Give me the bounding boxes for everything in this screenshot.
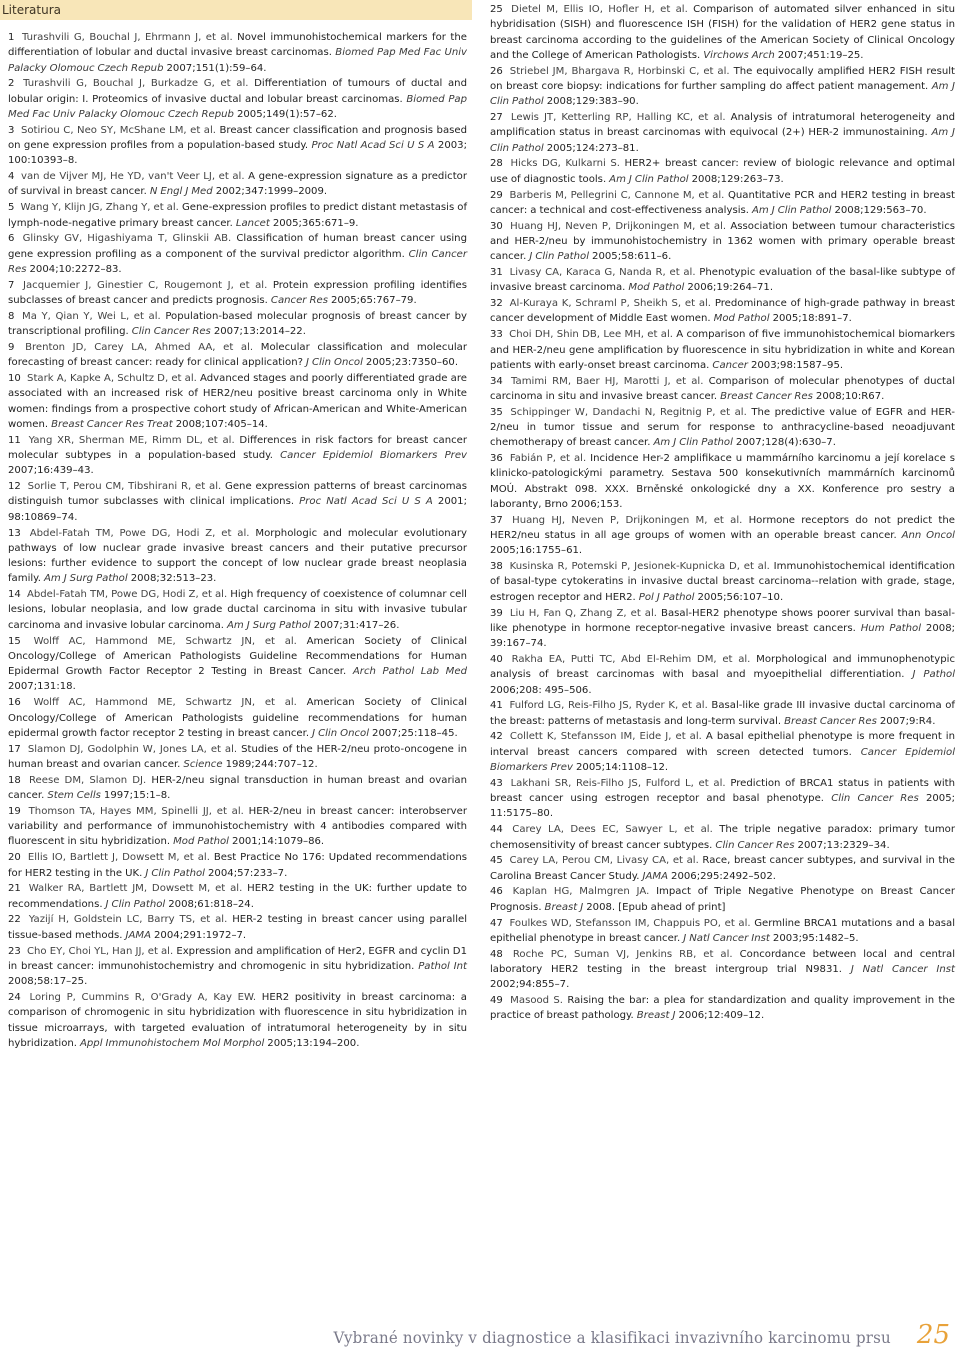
reference-title: Protein expression profiling identifies subclasses of breast cancer and predicts prognosis.: [8, 279, 468, 307]
reference-number: 17: [8, 743, 21, 755]
reference-journal: JAMA: [642, 870, 668, 882]
reference-journal: Pol J Pathol: [638, 591, 695, 603]
section-title: Literatura: [0, 0, 472, 20]
reference-title: HER2 testing in the UK: further update to recommendations.: [8, 883, 467, 910]
reference-title: HER2+ breast cancer: review of biologic relevance and optimal use of diagnostic tools.: [490, 158, 955, 185]
reference-journal: J Natl Cancer Inst: [850, 963, 955, 975]
reference-title: A comparison of five immunohistochemical biomarkers and HER-2/neu gene amplification by fluorescence in situ hybridization in white and Korean patients with early-onset breast carcinoma.: [490, 329, 955, 371]
reference-number: 49: [490, 995, 503, 1006]
reference-authors: Sorlie T, Perou CM, Tibshirani R, et al.: [27, 481, 222, 493]
reference-journal: Clin Cancer Res: [715, 839, 795, 851]
reference-item: [489, 884, 955, 915]
reference-item: [489, 652, 955, 698]
reference-title: The predictive value of EGFR and HER-2/neu in tumor tissue and serum for response to anthracycline-based neoadjuvant chemotherapy of breast cancer.: [490, 406, 956, 449]
reference-journal: Pathol Int: [418, 960, 468, 972]
reference-citation: 1989;244:707–12.: [225, 758, 318, 770]
reference-item: [7, 169, 467, 200]
reference-number: 48: [490, 948, 503, 960]
reference-item: [489, 606, 955, 652]
reference-journal: J Natl Cancer Inst: [683, 932, 770, 944]
reference-title: Impact of Triple Negative Phenotype on Breast Cancer Prognosis.: [490, 886, 955, 913]
reference-item: [489, 405, 955, 451]
reference-number: 8: [8, 310, 15, 322]
reference-citation: 2004;10:2272–83.: [29, 263, 122, 275]
reference-item: [489, 729, 955, 775]
reference-journal: Biomed Pap Med Fac Univ Palacky Olomouc Czech Repub: [8, 93, 468, 120]
reference-item: [7, 944, 467, 990]
reference-citation: 2001;14:1079–86.: [232, 836, 325, 848]
reference-citation: 2002;94:855–7.: [490, 979, 570, 991]
reference-item: [7, 309, 467, 340]
reference-authors: Sotiriou C, Neo SY, McShane LM, et al.: [20, 124, 216, 136]
reference-authors: Huang HJ, Neven P, Drijkoningen M, et al.: [510, 220, 727, 232]
reference-title: American Society of Clinical Oncology/College of American Pathologists guideline recommendations for human epidermal growth factor receptor 2 testing in breast cancer.: [8, 697, 468, 739]
reference-title: Basal-like grade III invasive ductal carcinoma of the breast: patterns of metastasis and long-term survival.: [490, 700, 955, 727]
reference-authors: van de Vijver MJ, He YD, van't Veer LJ, et al.: [21, 171, 245, 183]
reference-item: [7, 526, 467, 587]
reference-journal: Am J Surg Pathol: [43, 573, 128, 585]
reference-journal: Cancer: [712, 359, 748, 371]
reference-number: 2: [8, 78, 15, 90]
reference-title: Novel immunohistochemical markers for the differentiation of lobular and ductal invasive breast carcinomas.: [8, 32, 467, 59]
reference-citation: 2005;65:767–79.: [330, 295, 417, 307]
reference-number: 46: [490, 886, 503, 898]
reference-title: A basal epithelial phenotype is more frequent in interval breast cancers compared with screen detected tumors.: [490, 731, 955, 758]
running-title: Vybrané novinky v diagnostice a klasifikaci invazivního karcinomu prsu: [333, 1328, 891, 1348]
reference-citation: 2005;23:7350–60.: [365, 357, 459, 369]
reference-number: 38: [490, 561, 503, 573]
reference-journal: Proc Natl Acad Sci U S A: [299, 496, 433, 508]
reference-item: [7, 990, 467, 1051]
reference-authors: Jacquemier J, Ginestier C, Rougemont J, et al.: [23, 279, 268, 291]
reference-item: [489, 156, 955, 187]
reference-authors: Walker RA, Bartlett JM, Dowsett M, et al.: [28, 883, 243, 895]
reference-title: Differentiation of tumours of ductal and lobular origin: I. Proteomics of invasive ductal and lobular breast carcinomas.: [8, 78, 467, 105]
reference-journal: Am J Clin Pathol: [490, 127, 955, 154]
reference-authors: Thomson TA, Hayes MM, Spinelli JJ, et al.: [28, 805, 244, 817]
reference-title: Immunohistochemical identification of basal-type cytokeratins in invasive ductal breast carcinoma--relation with grade, stage, estrogen receptor and HER2.: [490, 561, 955, 603]
reference-journal: Am J Clin Pathol: [653, 437, 733, 449]
reference-journal: Mod Pathol: [173, 836, 229, 848]
reference-citation: 2002;347:1999–2009.: [215, 186, 328, 198]
reference-authors: Stark A, Kapke A, Schultz D, et al.: [27, 373, 197, 385]
reference-citation: 2004;57:233–7.: [208, 867, 288, 879]
reference-citation: 2005;124:273–81.: [546, 142, 639, 154]
reference-number: 7: [8, 279, 15, 291]
reference-citation: 2005;18:891–7.: [772, 313, 852, 325]
reference-item: [489, 776, 955, 822]
reference-item: [7, 76, 467, 122]
reference-journal: Am J Clin Pathol: [609, 173, 689, 185]
reference-citation: 2007;13:2329–34.: [797, 839, 890, 851]
reference-citation: 2008;129:383–90.: [546, 96, 639, 108]
reference-authors: Brenton JD, Carey LA, Ahmed AA, et al.: [25, 341, 254, 353]
reference-number: 28: [490, 158, 503, 170]
reference-title: Quantitative PCR and HER2 testing in breast cancer: a technical and cost-effectiveness analysis.: [490, 189, 955, 216]
reference-number: 3: [8, 124, 15, 136]
reference-title: HER2 positivity in breast carcinoma: a comparison of chromogenic in situ hybridization with fluorescence in situ hybridization in tissue microarrays, with targeted evaluation of intratumoral heterogeneity by in situ hybridization.: [8, 991, 467, 1049]
reference-title: Studies of the HER-2/neu proto-oncogene in human breast and ovarian cancer.: [8, 743, 467, 770]
reference-journal: Clin Cancer Res: [831, 793, 919, 805]
reference-title: Phenotypic evaluation of the basal-like subtype of invasive breast carcinoma.: [490, 267, 955, 294]
reference-number: 30: [490, 220, 503, 232]
reference-journal: Lancet: [235, 217, 270, 229]
reference-number: 18: [8, 774, 21, 786]
reference-number: 24: [8, 991, 21, 1003]
reference-item: [489, 327, 955, 373]
reference-authors: Loring P, Cummins R, O'Grady A, Kay EW.: [29, 991, 257, 1003]
reference-item: [489, 188, 955, 219]
reference-title: Expression and amplification of Her2, EGFR and cyclin D1 in breast cancer: immunohistochemistry and chromogenic in situ hybridization.: [8, 945, 467, 972]
reference-citation: 2005;149(1):57–62.: [236, 108, 337, 120]
reference-authors: Kusinska R, Potemski P, Jesionek-Kupnicka D, et al.: [509, 561, 770, 573]
reference-title: The triple negative paradox: primary tumor chemosensitivity of breast cancer subtypes.: [490, 824, 956, 851]
reference-authors: Cho EY, Choi YL, Han JJ, et al.: [26, 945, 174, 957]
reference-number: 25: [490, 4, 503, 15]
reference-journal: Mod Pathol: [628, 282, 685, 294]
reference-authors: Rakha EA, Putti TC, Abd El-Rehim DM, et al.: [511, 653, 751, 665]
reference-title: Morphologic and molecular evolutionary pathways of low nuclear grade invasive breast cancers and their putative precursor lesions: further evidence to support the concept of low nuclear grade breast neoplasia family.: [8, 527, 468, 585]
reference-number: 45: [490, 855, 503, 867]
reference-authors: Wolff AC, Hammond ME, Schwartz JN, et al.: [33, 635, 297, 647]
reference-citation: 2003;98:1587–95.: [750, 359, 844, 371]
reference-citation: 2008. [Epub ahead of print]: [586, 901, 726, 913]
reference-number: 26: [490, 65, 503, 77]
reference-item: [489, 947, 955, 993]
reference-citation: 2005; 11:5175–80.: [490, 793, 956, 820]
reference-title: Basal-HER2 phenotype shows poorer survival than basal-like phenotype in hormone receptor-negative invasive breast cancers.: [490, 607, 955, 634]
reference-title: Comparison of automated silver enhanced in situ hybridisation (SISH) and fluorescence ISH (FISH) for the validation of HER2 gene status in breast carcinoma according to the guidelines of the American Society of Clinical Oncology and the College of American Pathologists.: [490, 4, 955, 61]
reference-citation: 2007;451:19–25.: [777, 49, 864, 61]
reference-title: Morphological and immunophenotypic analysis of breast carcinomas with basal and myoepithelial differentiation.: [490, 653, 955, 681]
reference-authors: Yang XR, Sherman ME, Rimm DL, et al.: [28, 434, 235, 446]
reference-authors: Glinsky GV, Higashiyama T, Glinskii AB.: [22, 233, 232, 245]
reference-citation: 2005;14:1108–12.: [575, 762, 669, 774]
reference-authors: Huang HJ, Neven P, Drijkoningen M, et al.: [512, 514, 743, 526]
reference-item: [489, 451, 955, 512]
reference-item: [7, 634, 467, 695]
reference-number: 35: [490, 406, 503, 418]
reference-authors: Abdel-Fatah TM, Powe DG, Hodi Z, et al.: [29, 527, 250, 539]
reference-title: Comparison of molecular phenotypes of ductal carcinoma in situ and invasive breast cancer.: [490, 375, 955, 402]
reference-title: HER-2/neu in breast cancer: interobserver variability and performance of immunohistochemistry with 4 antibodies compared with fluorescent in situ hybridization.: [8, 805, 467, 848]
reference-journal: Cancer Res: [270, 295, 328, 307]
reference-citation: 2007;131:18.: [8, 681, 76, 693]
reference-item: [7, 231, 467, 277]
reference-authors: Foulkes WD, Stefansson IM, Chappuis PO, et al.: [509, 917, 751, 929]
reference-number: 44: [490, 824, 503, 836]
reference-citation: 2008;129:563–70.: [834, 204, 927, 216]
reference-citation: 2005;58:611–6.: [592, 251, 672, 263]
reference-citation: 2006;19:264–71.: [687, 282, 774, 294]
reference-number: 19: [8, 805, 21, 817]
reference-authors: Slamon DJ, Godolphin W, Jones LA, et al.: [27, 743, 238, 755]
reference-item: [489, 296, 955, 327]
reference-number: 29: [490, 189, 503, 201]
reference-authors: Barberis M, Pellegrini C, Cannone M, et al.: [509, 189, 725, 201]
reference-authors: Livasy CA, Karaca G, Nanda R, et al.: [509, 267, 696, 279]
reference-number: 10: [8, 373, 21, 385]
reference-citation: 2007;13:2014–22.: [213, 326, 306, 338]
reference-journal: Clin Cancer Res: [131, 326, 211, 338]
reference-journal: Ann Oncol: [901, 530, 955, 542]
reference-number: 11: [8, 434, 21, 446]
reference-item: [7, 587, 467, 633]
reference-authors: Yazijí H, Goldstein LC, Barry TS, et al.: [28, 914, 228, 926]
page-number: 25: [916, 1320, 950, 1350]
reference-item: [7, 433, 467, 479]
reference-list-right: [489, 2, 955, 1024]
reference-item: [489, 916, 955, 947]
reference-title: Prediction of BRCA1 status in patients with breast cancer using estrogen receptor and basal phenotype.: [490, 777, 955, 805]
reference-number: 13: [8, 527, 21, 539]
reference-number: 16: [8, 697, 21, 709]
reference-title: Hormone receptors do not predict the HER2/neu status in all age groups of women with an operable breast cancer.: [490, 514, 955, 542]
reference-citation: 2007;151(1):59–64.: [166, 62, 267, 74]
reference-item: [7, 912, 467, 943]
reference-number: 27: [490, 112, 503, 124]
reference-citation: 2005;56:107–10.: [697, 591, 784, 603]
reference-authors: Kaplan HG, Malmgren JA.: [512, 886, 650, 898]
reference-citation: 2008;129:263–73.: [691, 173, 784, 185]
reference-item: [489, 64, 955, 110]
reference-item: [7, 278, 467, 309]
reference-authors: Lewis JT, Ketterling RP, Halling KC, et al.: [510, 112, 726, 124]
reference-journal: JAMA: [125, 929, 151, 941]
reference-title: American Society of Clinical Oncology/College of American Pathologists Guideline Recommendations for Human Epidermal Growth Factor Receptor 2 Testing in Breast Cancer.: [8, 635, 468, 678]
reference-number: 37: [490, 514, 503, 526]
reference-number: 23: [8, 945, 21, 957]
reference-citation: 2008;32:513–23.: [130, 573, 217, 585]
reference-journal: Breast Cancer Res Treat: [51, 418, 173, 430]
reference-item: [489, 822, 955, 853]
reference-citation: 2008;10:R67.: [815, 390, 885, 402]
reference-item: [489, 110, 955, 156]
reference-citation: 2008;61:818–24.: [168, 898, 254, 910]
reference-authors: Wang Y, Klijn JG, Zhang Y, et al.: [20, 202, 179, 214]
reference-authors: Al-Kuraya K, Schraml P, Sheikh S, et al.: [509, 298, 712, 310]
reference-authors: Hicks DG, Kulkarni S.: [510, 158, 620, 170]
reference-item: [7, 371, 467, 432]
reference-journal: J Pathol: [912, 669, 955, 681]
reference-journal: Proc Natl Acad Sci U S A: [311, 140, 435, 152]
reference-journal: Science: [183, 758, 223, 770]
reference-journal: J Clin Pathol: [529, 251, 589, 263]
reference-title: Concordance between local and central laboratory HER2 testing in the breast intergroup trial N9831.: [490, 948, 955, 975]
reference-number: 9: [8, 341, 15, 353]
reference-journal: J Clin Oncol: [312, 727, 370, 739]
reference-item: [7, 773, 467, 804]
reference-journal: N Engl J Med: [149, 186, 213, 198]
reference-journal: Biomed Pap Med Fac Univ Palacky Olomouc Czech Repub: [8, 47, 468, 74]
reference-title: Association between tumour characteristics and HER-2/neu by immunohistochemistry in 1362 women with primary operable breast cancer.: [490, 220, 956, 263]
reference-citation: 2005;13:194–200.: [267, 1037, 360, 1049]
reference-journal: Cancer Epidemiol Biomarkers Prev: [490, 746, 956, 774]
reference-number: 34: [490, 375, 503, 387]
reference-list-left: [7, 30, 467, 1052]
reference-number: 4: [8, 171, 15, 183]
reference-title: HER-2 testing in breast cancer using parallel tissue-based methods.: [8, 914, 468, 941]
reference-item: [489, 993, 955, 1024]
reference-title: A gene-expression signature as a predictor of survival in breast cancer.: [8, 171, 467, 198]
reference-journal: J Clin Oncol: [305, 357, 363, 369]
reference-title: Gene-expression profiles to predict distant metastasis of lymph-node-negative primary breast cancer.: [8, 202, 467, 229]
reference-journal: Breast Cancer Res: [784, 715, 877, 727]
reference-item: [489, 219, 955, 265]
reference-title: Classification of human breast cancer using gene expression profiling as a component of the survival predictor algorithm.: [8, 233, 467, 260]
reference-item: [7, 804, 467, 850]
reference-item: [489, 559, 955, 605]
reference-authors: Collett K, Stefansson IM, Eide J, et al.: [509, 731, 702, 743]
reference-journal: Mod Pathol: [713, 313, 770, 325]
reference-title: Germline BRCA1 mutations and a basal epithelial phenotype in breast cancer.: [490, 917, 956, 944]
reference-citation: 2004;291:1972–7.: [154, 929, 247, 941]
reference-journal: Cancer Epidemiol Biomarkers Prev: [280, 450, 467, 462]
reference-item: [489, 2, 955, 63]
reference-citation: 2003;95:1482–5.: [772, 932, 859, 944]
reference-number: 39: [490, 607, 503, 619]
reference-citation: 2007;31:417–26.: [313, 619, 400, 631]
reference-citation: 2008; 39:167–74.: [490, 622, 956, 650]
reference-title: High frequency of coexistence of columnar cell lesions, lobular neoplasia, and low grade ductal carcinoma in situ with invasive tubular carcinoma and invasive lobular carcinoma.: [8, 589, 467, 631]
reference-journal: Arch Pathol Lab Med: [352, 666, 467, 678]
reference-number: 42: [490, 731, 503, 743]
reference-journal: Virchows Arch: [703, 49, 775, 61]
reference-citation: 2007;16:439–43.: [8, 465, 94, 477]
reference-journal: Clin Cancer Res: [8, 248, 467, 275]
reference-authors: Dietel M, Ellis IO, Hofler H, et al.: [511, 4, 688, 15]
reference-journal: Am J Clin Pathol: [752, 204, 832, 216]
reference-authors: Turashvili G, Bouchal J, Ehrmann J, et al.: [21, 32, 233, 43]
reference-number: 1: [8, 32, 15, 43]
reference-item: [7, 479, 467, 525]
page-footer: [170, 1320, 950, 1350]
reference-number: 21: [8, 883, 21, 895]
reference-item: [489, 374, 955, 405]
reference-item: [7, 340, 467, 371]
reference-authors: Fulford LG, Reis-Filho JS, Ryder K, et al.: [509, 700, 708, 712]
reference-journal: Breast Cancer Res: [720, 390, 813, 402]
reference-authors: Striebel JM, Bhargava R, Horbinski C, et al.: [509, 65, 730, 77]
reference-citation: 2001; 98:10869–74.: [8, 496, 467, 523]
reference-citation: 2006;208: 495–506.: [490, 684, 592, 696]
reference-number: 47: [490, 917, 503, 929]
reference-item: [489, 698, 955, 729]
reference-item: [7, 30, 467, 76]
reference-authors: Masood S.: [510, 995, 564, 1006]
reference-item: [7, 742, 467, 773]
reference-item: [489, 853, 955, 884]
reference-journal: Am J Surg Pathol: [227, 619, 311, 631]
reference-authors: Carey LA, Perou CM, Livasy CA, et al.: [509, 855, 699, 867]
reference-title: Breast cancer classification and prognosis based on gene expression profiles from a population-based study.: [8, 124, 468, 152]
reference-title: Analysis of intratumoral heterogeneity and amplification status in breast carcinomas with equivocal (2+) HER-2 immunostaining.: [490, 112, 956, 139]
reference-item: [7, 123, 467, 169]
reference-item: [7, 695, 467, 741]
reference-authors: Roche PC, Suman VJ, Jenkins RB, et al.: [512, 948, 733, 960]
reference-number: 40: [490, 653, 503, 665]
reference-number: 22: [8, 914, 21, 926]
reference-title: Raising the bar: a plea for standardization and quality improvement in the practice of breast pathology.: [490, 995, 955, 1022]
reference-journal: Stem Cells: [47, 790, 101, 802]
reference-title: Race, breast cancer subtypes, and survival in the Carolina Breast Cancer Study.: [490, 855, 955, 882]
reference-citation: 2006;295:2492–502.: [671, 870, 776, 882]
reference-item: [489, 265, 955, 296]
reference-journal: Breast J: [544, 901, 584, 913]
reference-authors: Fabián P, et al.: [509, 453, 587, 465]
reference-title: Advanced stages and poorly differentiated grade are associated with an increased risk of HER2/neu positive breast carcinoma only in White women: findings from a prospective cohort study of African-American and White-American women.: [8, 373, 467, 430]
reference-number: 41: [490, 700, 503, 712]
reference-authors: Carey LA, Dees EC, Sawyer L, et al.: [512, 824, 713, 836]
reference-title: Gene expression patterns of breast carcinomas distinguish tumor subclasses with clinical implications.: [8, 481, 467, 508]
reference-title: Best Practice No 176: Updated recommendations for HER2 testing in the UK.: [8, 852, 467, 879]
reference-citation: 2008;58:17–25.: [8, 976, 88, 988]
reference-authors: Ma Y, Qian Y, Wei L, et al.: [22, 310, 161, 322]
reference-number: 43: [490, 777, 503, 789]
reference-title: Predominance of high-grade pathway in breast cancer development of Middle East women.: [490, 298, 955, 325]
reference-citation: 2007;9:R4.: [879, 715, 936, 727]
reference-journal: J Clin Pathol: [105, 898, 166, 910]
reference-citation: 2007;25:118–45.: [372, 727, 458, 739]
reference-citation: 2005;365:671–9.: [272, 217, 359, 229]
reference-number: 15: [8, 635, 21, 647]
reference-number: 33: [490, 329, 503, 341]
reference-title: Incidence Her-2 amplifikace u mammárního karcinomu a její korelace s klinicko-patologickými parametry. Sestava 500 konsekutivních mammárních karcinomů MOÚ. Abstrakt 098. XXX. Brněnské onkologické dny a XX. Konference pro sestry a laboranty, Brno 2006;153.: [490, 453, 956, 510]
reference-title: Population-based molecular prognosis of breast cancer by transcriptional profiling.: [8, 310, 467, 338]
reference-authors: Schippinger W, Dandachi N, Regitnig P, et al.: [510, 406, 747, 418]
reference-journal: Appl Immunohistochem Mol Morphol: [80, 1037, 265, 1049]
reference-number: 20: [8, 852, 21, 864]
reference-title: Molecular classification and molecular forecasting of breast cancer: ready for clinical application?: [8, 341, 467, 369]
reference-title: HER-2/neu signal transduction in human breast and ovarian cancer.: [8, 774, 467, 802]
reference-title: The equivocally amplified HER2 FISH result on breast core biopsy: indications for further sampling do affect patient management.: [490, 65, 955, 92]
reference-title: Differences in risk factors for breast cancer molecular subtypes in a population-based study.: [8, 434, 467, 462]
reference-number: 6: [8, 233, 15, 245]
reference-item: [7, 881, 467, 912]
reference-authors: Tamimi RM, Baer HJ, Marotti J, et al.: [511, 375, 704, 387]
reference-authors: Liu H, Fan Q, Zhang Z, et al.: [509, 607, 657, 619]
reference-journal: Breast J: [636, 1010, 676, 1022]
reference-authors: Lakhani SR, Reis-Filho JS, Fulford L, et al.: [510, 777, 726, 789]
reference-item: [7, 200, 467, 231]
reference-authors: Reese DM, Slamon DJ.: [28, 774, 147, 786]
reference-authors: Choi DH, Shin DB, Lee MH, et al.: [509, 329, 673, 341]
reference-citation: 2008;107:405–14.: [175, 418, 268, 430]
reference-citation: 2005;16:1755–61.: [490, 545, 583, 557]
reference-number: 31: [490, 267, 503, 279]
reference-journal: Am J Clin Pathol: [490, 80, 955, 108]
reference-number: 5: [8, 202, 15, 214]
reference-authors: Abdel-Fatah TM, Powe DG, Hodi Z, et al.: [26, 589, 228, 601]
reference-item: [7, 850, 467, 881]
reference-citation: 2007;128(4):630–7.: [735, 437, 836, 449]
reference-authors: Wolff AC, Hammond ME, Schwartz JN, et al.: [33, 697, 297, 709]
reference-citation: 1997;15:1–8.: [103, 790, 171, 802]
reference-number: 36: [490, 453, 503, 465]
reference-authors: Turashvili G, Bouchal J, Burkadze G, et al.: [23, 78, 249, 90]
reference-citation: 2006;12:409–12.: [678, 1010, 765, 1022]
reference-number: 12: [8, 481, 21, 493]
reference-authors: Ellis IO, Bartlett J, Dowsett M, et al.: [27, 852, 210, 864]
reference-citation: 2003; 100:10393–8.: [8, 140, 467, 167]
reference-item: [489, 513, 955, 559]
reference-number: 32: [490, 298, 503, 310]
reference-journal: J Clin Pathol: [145, 867, 205, 879]
reference-number: 14: [8, 589, 21, 601]
reference-journal: Hum Pathol: [860, 622, 922, 634]
